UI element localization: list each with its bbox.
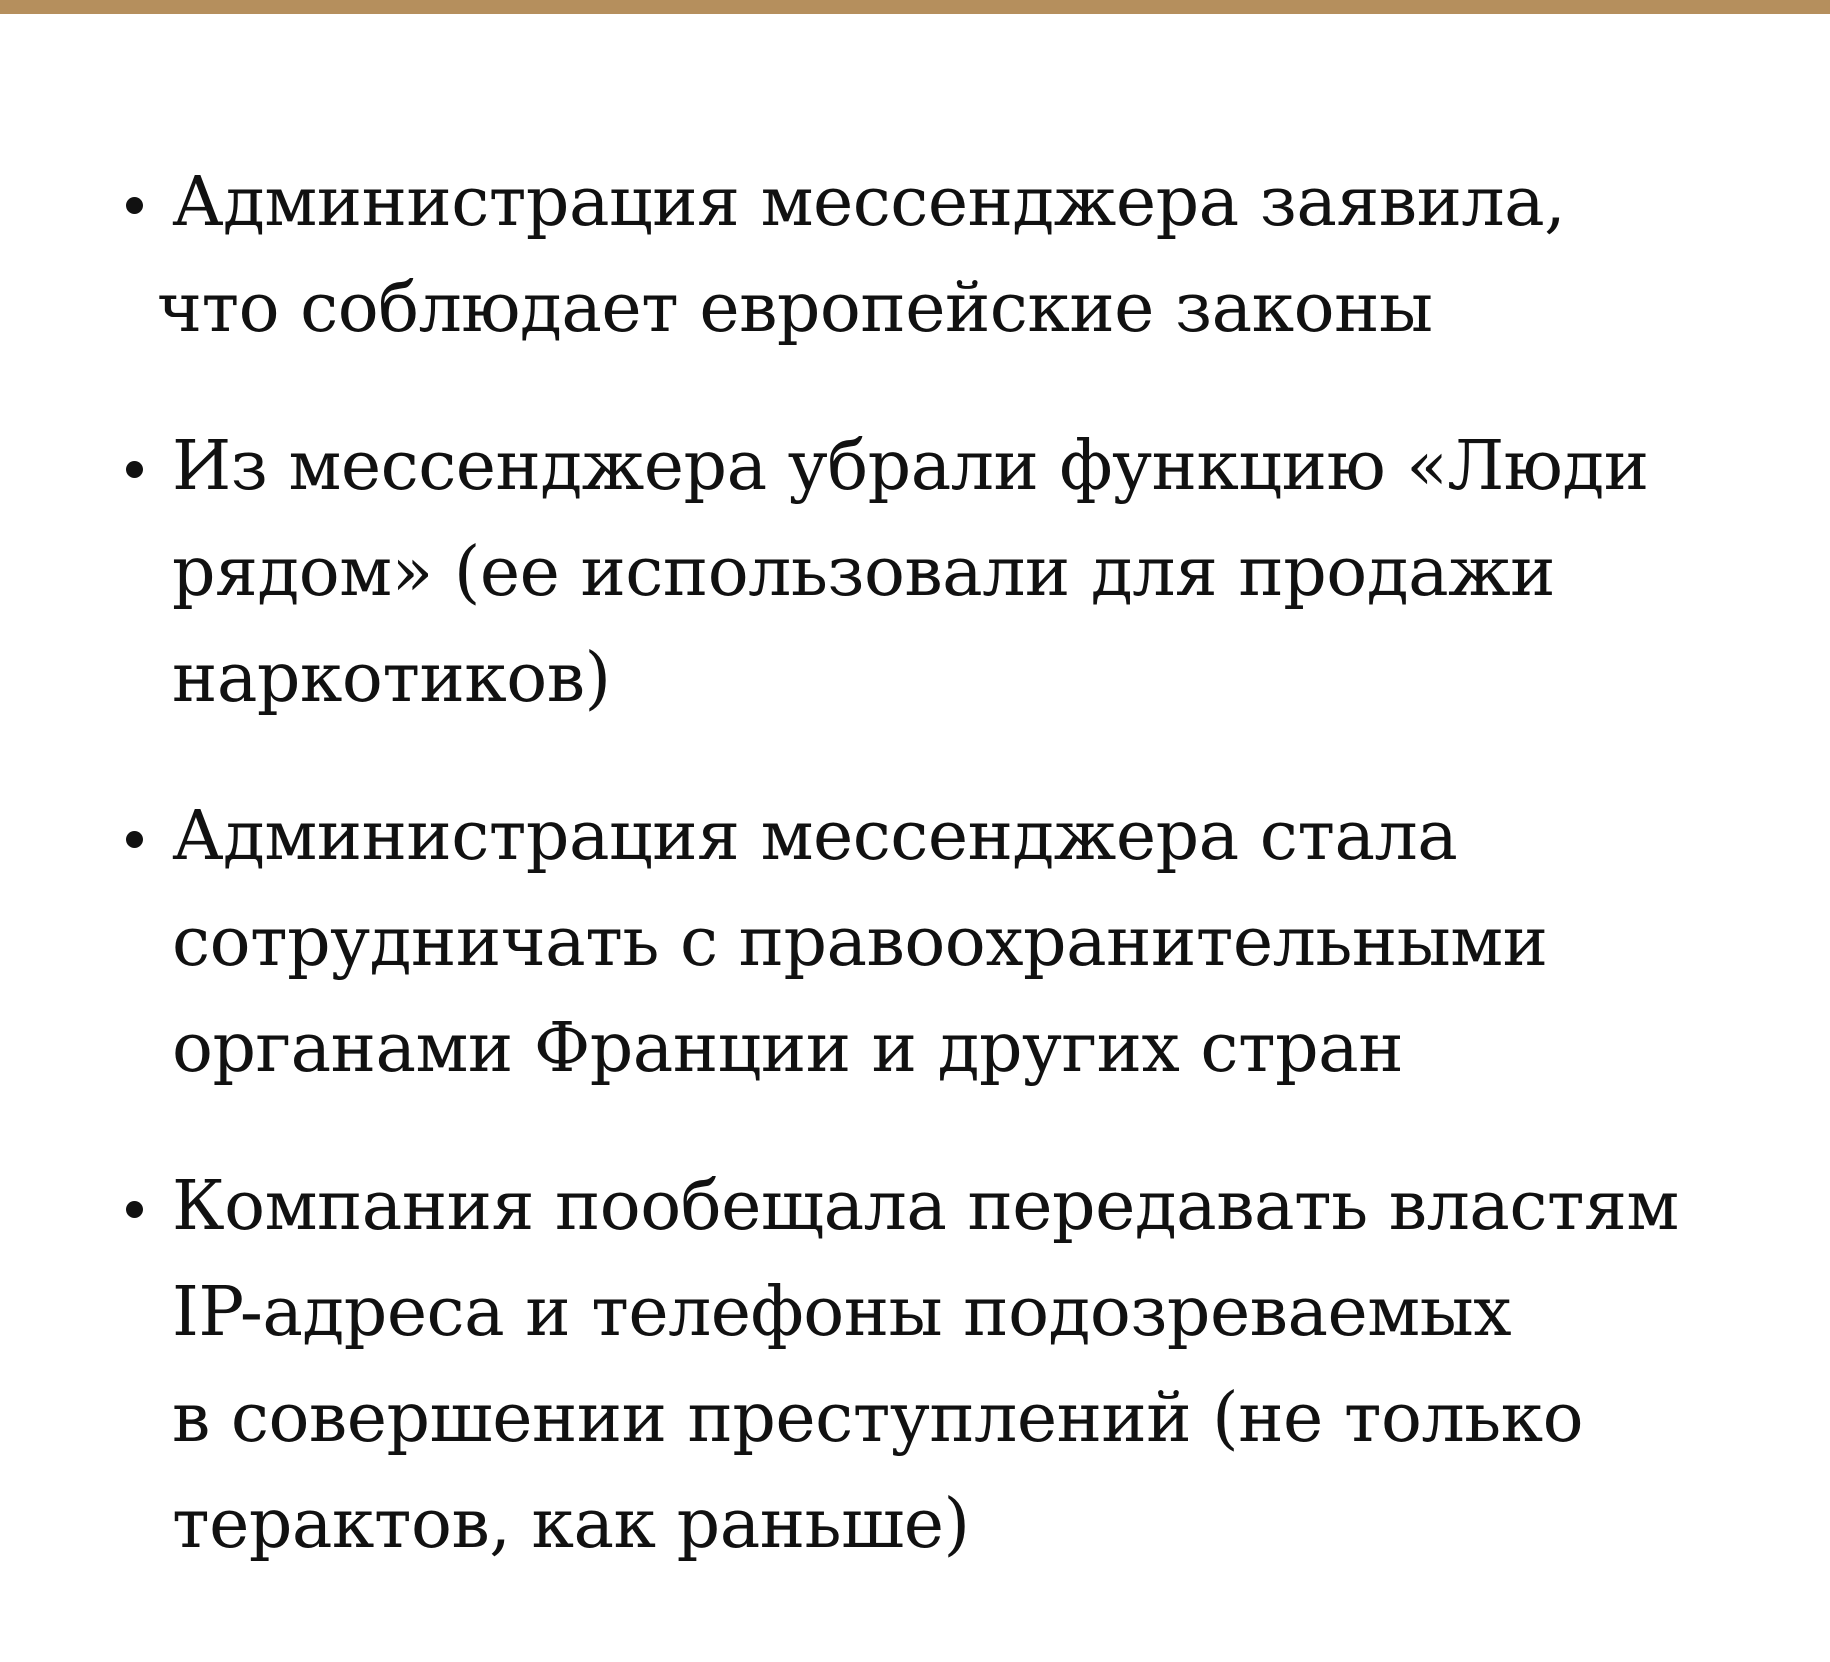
- bullet-line: что соблюдает европейские законы: [157, 269, 1433, 348]
- bullet-item: [120, 150, 1720, 362]
- bullet-line: наркотиков): [172, 639, 611, 718]
- bullet-line: IP-адреса и телефоны подозреваемых: [172, 1273, 1512, 1352]
- accent-top-bar: [0, 0, 1830, 14]
- bullet-line: Компания пообещала передавать властям: [172, 1167, 1679, 1246]
- bullet-dot-icon: [126, 197, 143, 214]
- bullet-line: сотрудничать с правоохранительными: [172, 903, 1548, 982]
- bullet-item: [120, 1154, 1720, 1578]
- slide-content: [120, 150, 1720, 1630]
- bullet-line: Администрация мессенджера стала: [172, 797, 1458, 876]
- bullet-line: в совершении преступлений (не только: [172, 1379, 1584, 1458]
- bullet-dot-icon: [126, 461, 143, 478]
- bullet-item: [120, 784, 1720, 1102]
- bullet-line: рядом» (ее использовали для продажи: [172, 533, 1556, 612]
- bullet-line: терактов, как раньше): [172, 1485, 970, 1564]
- bullet-dot-icon: [126, 831, 143, 848]
- bullet-list: [120, 150, 1720, 1578]
- bullet-line: Из мессенджера убрали функцию «Люди: [172, 427, 1649, 506]
- bullet-line: органами Франции и других стран: [172, 1009, 1404, 1088]
- bullet-dot-icon: [126, 1201, 143, 1218]
- bullet-item: [120, 414, 1720, 732]
- bullet-line: Администрация мессенджера заявила,: [172, 163, 1566, 242]
